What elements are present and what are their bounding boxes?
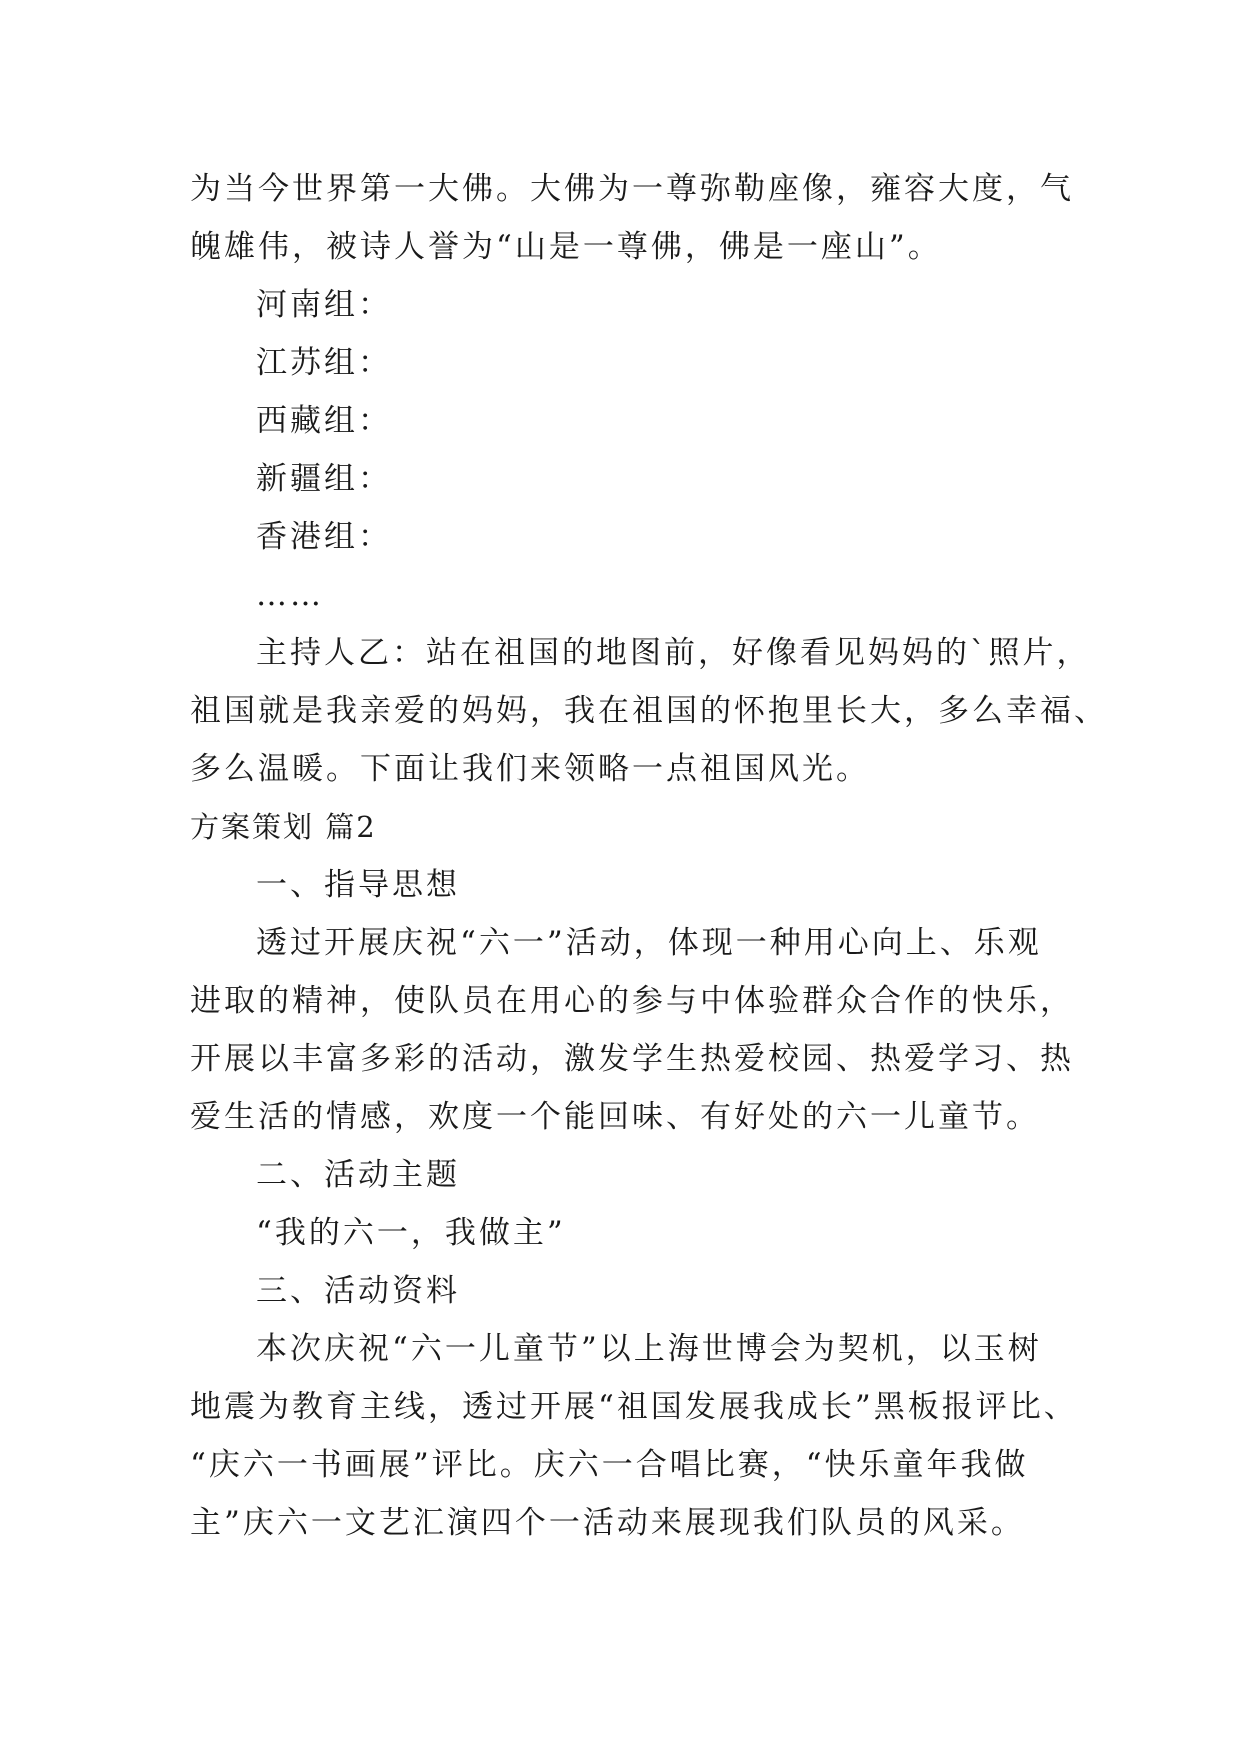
ellipsis-line: …… xyxy=(256,577,324,613)
body-text-line: 为当今世界第一大佛。大佛为一尊弥勒座像，雍容大度，气 xyxy=(190,171,1074,207)
body-text-line: 多么温暖。下面让我们来领略一点祖国风光。 xyxy=(190,751,870,787)
group-label-xizang: 西藏组： xyxy=(256,403,392,439)
body-text-line: 地震为教育主线，透过开展“祖国发展我成长”黑板报评比、 xyxy=(190,1389,1078,1425)
group-label-xinjiang: 新疆组： xyxy=(256,461,392,497)
body-text-line: 开展以丰富多彩的活动，激发学生热爱校园、热爱学习、热 xyxy=(190,1041,1074,1077)
subheading-activity-theme: 二、活动主题 xyxy=(256,1157,460,1193)
body-text-line: 本次庆祝“六一儿童节”以上海世博会为契机，以玉树 xyxy=(256,1331,1042,1367)
body-text-line: 魄雄伟，被诗人誉为“山是一尊佛，佛是一座山”。 xyxy=(190,229,942,265)
group-label-henan: 河南组： xyxy=(256,287,392,323)
subheading-guiding-thought: 一、指导思想 xyxy=(256,867,460,903)
body-text-line: 祖国就是我亲爱的妈妈，我在祖国的怀抱里长大，多么幸福、 xyxy=(190,693,1108,729)
body-text-line: 爱生活的情感，欢度一个能回味、有好处的六一儿童节。 xyxy=(190,1099,1040,1135)
subheading-activity-content: 三、活动资料 xyxy=(256,1273,460,1309)
group-label-hongkong: 香港组： xyxy=(256,519,392,555)
section-title: 方案策划 篇2 xyxy=(190,810,377,844)
theme-slogan: “我的六一，我做主” xyxy=(256,1215,566,1251)
group-label-jiangsu: 江苏组： xyxy=(256,345,392,381)
body-text-line: 透过开展庆祝“六一”活动，体现一种用心向上、乐观 xyxy=(256,925,1042,961)
document-page xyxy=(190,160,1108,1552)
body-text-line: 主”庆六一文艺汇演四个一活动来展现我们队员的风采。 xyxy=(190,1505,1025,1541)
body-text-line: 进取的精神，使队员在用心的参与中体验群众合作的快乐， xyxy=(190,983,1074,1019)
body-text-line: “庆六一书画展”评比。庆六一合唱比赛，“快乐童年我做 xyxy=(190,1447,1029,1483)
host-b-line: 主持人乙：站在祖国的地图前，好像看见妈妈的`照片， xyxy=(256,635,1091,671)
